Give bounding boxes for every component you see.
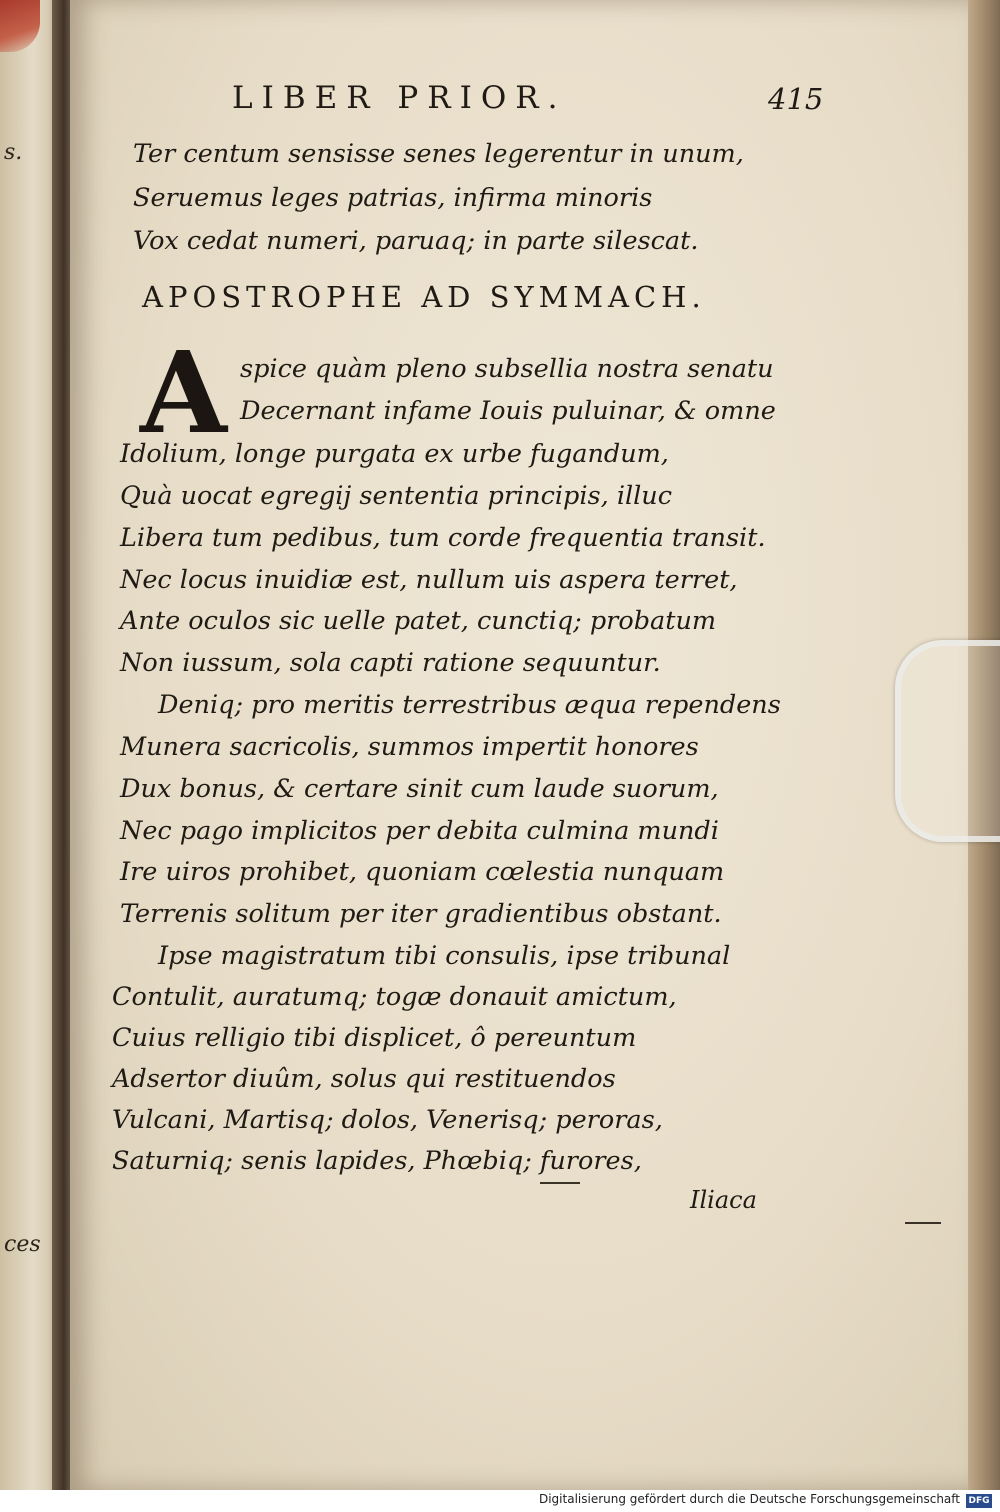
verse-line: Ter centum sensisse senes legerentur in unum, <box>133 139 744 169</box>
verse-line: Quà uocat egregij sententia principis, illuc <box>120 481 672 511</box>
verse-line: Terrenis solitum per iter gradientibus obstant. <box>120 899 722 929</box>
drop-cap-initial: A <box>140 328 227 459</box>
dfg-logo: DFG <box>966 1494 992 1508</box>
verse-line: Adsertor diuûm, solus qui restituendos <box>112 1064 616 1094</box>
verse-line: Ipse magistratum tibi consulis, ipse tribunal <box>158 941 731 971</box>
digitization-credit: Digitalisierung gefördert durch die Deutsche Forschungsgemeinschaft <box>538 1492 960 1506</box>
verse-line: Saturniq; senis lapides, Phœbiq; furores, <box>112 1146 642 1176</box>
verse-line: Ire uiros prohibet, quoniam cœlestia nunquam <box>120 857 725 887</box>
running-head: LIBER PRIOR. <box>232 80 567 116</box>
section-heading: APOSTROPHE AD SYMMACH. <box>142 280 706 314</box>
left-facing-page-edge <box>0 0 60 1512</box>
verse-line: spice quàm pleno subsellia nostra senatu <box>240 354 774 384</box>
verse-line: Cuius relligio tibi displicet, ô pereuntum <box>112 1023 637 1053</box>
left-margin-fragment-top: s. <box>4 140 23 165</box>
verse-line: Nec pago implicitos per debita culmina mundi <box>120 816 719 846</box>
verse-line: Idolium, longe purgata ex urbe fugandum, <box>120 439 669 469</box>
ink-mark <box>540 1182 580 1184</box>
left-margin-fragment-bottom: ces <box>4 1232 41 1257</box>
verse-line: Munera sacricolis, summos impertit honores <box>120 732 699 762</box>
verse-line: Nec locus inuidiæ est, nullum uis aspera terret, <box>120 565 738 595</box>
verse-line: Contulit, auratumq; togæ donauit amictum, <box>112 982 677 1012</box>
verse-line: Deniq; pro meritis terrestribus æqua rependens <box>158 690 781 720</box>
verse-line: Non iussum, sola capti ratione sequuntur. <box>120 648 661 678</box>
page-clip-holder <box>895 640 1000 842</box>
verse-line: Vox cedat numeri, paruaq; in parte silescat. <box>133 226 699 256</box>
catchword: Iliaca <box>690 1186 757 1214</box>
verse-line: Vulcani, Martisq; dolos, Venerisq; peroras, <box>112 1105 663 1135</box>
page-number: 415 <box>768 82 824 116</box>
verse-line: Decernant infame Iouis puluinar, & omne <box>240 396 776 426</box>
verse-line: Libera tum pedibus, tum corde frequentia transit. <box>120 523 766 553</box>
verse-line: Seruemus leges patrias, infirma minoris <box>133 183 653 213</box>
ink-rule <box>905 1222 941 1224</box>
verse-line: Dux bonus, & certare sinit cum laude suorum, <box>120 774 719 804</box>
verse-line: Ante oculos sic uelle patet, cunctiq; probatum <box>120 606 717 636</box>
